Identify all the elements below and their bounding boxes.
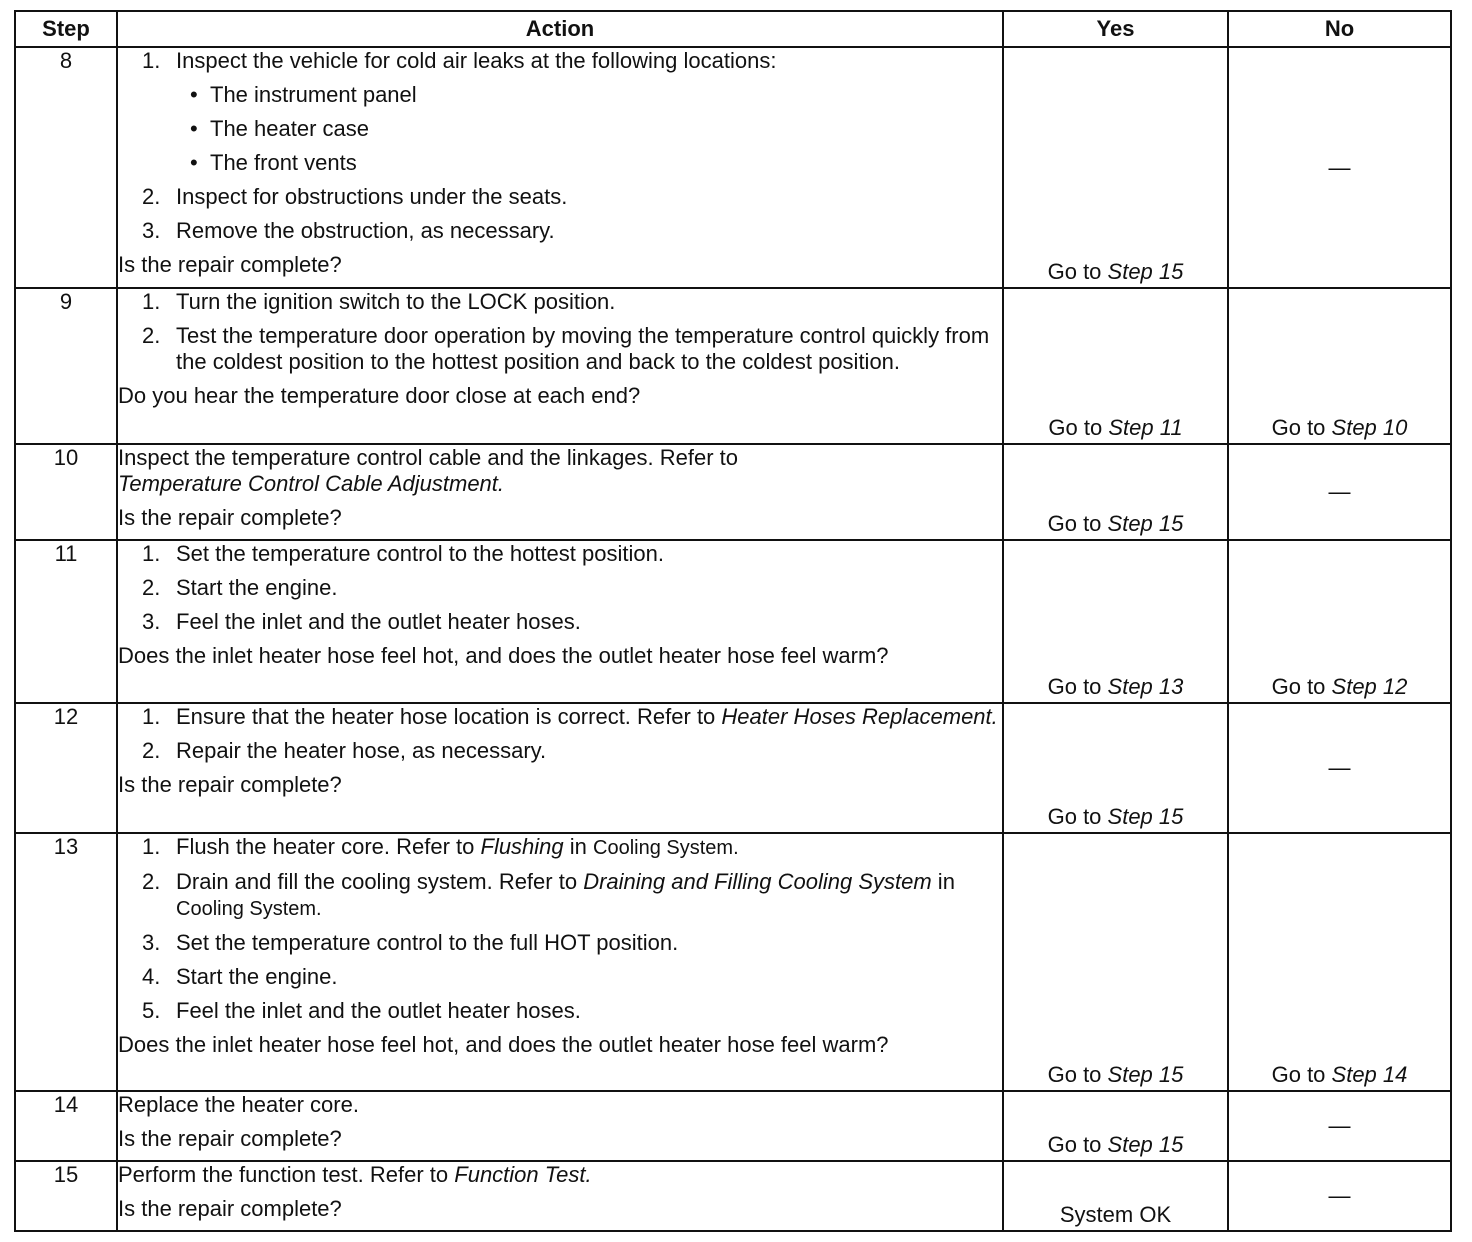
no-cell: Go to Step 14 — [1228, 833, 1451, 1091]
action-cell — [117, 540, 1003, 703]
no-cell: — — [1228, 703, 1451, 833]
step-reference: Step 15 — [1107, 259, 1184, 284]
step-reference: Step 14 — [1331, 1062, 1408, 1087]
step-number: 11 — [15, 540, 117, 703]
list-item: 5. Feel the inlet and the outlet heater hoses. — [142, 998, 581, 1023]
list-item: 1. Set the temperature control to the hottest position. — [142, 541, 664, 566]
list-item: 2. Start the engine. — [142, 575, 338, 600]
diagnostic-table — [14, 10, 1452, 1232]
step-reference: Step 12 — [1331, 674, 1408, 699]
no-cell: — — [1228, 1091, 1451, 1161]
step-reference: Step 15 — [1107, 1062, 1184, 1087]
table-row — [15, 288, 1451, 444]
action-cell — [117, 444, 1003, 540]
step-number: 14 — [15, 1091, 117, 1161]
action-cell — [117, 833, 1003, 1091]
step-number: 10 — [15, 444, 117, 540]
action-cell — [117, 1161, 1003, 1231]
procedure-reference: Temperature Control Cable Adjustment. — [118, 471, 505, 496]
action-cell — [117, 47, 1003, 288]
action-cell — [117, 1091, 1003, 1161]
no-cell: Go to Step 10 — [1228, 288, 1451, 444]
question: Is the repair complete? — [118, 1196, 342, 1221]
table-row — [15, 1091, 1451, 1161]
list-item: 3. Set the temperature control to the full HOT position. — [142, 930, 679, 955]
instruction-text: Perform the function test. Refer to Function Test. — [118, 1162, 592, 1187]
step-reference: Step 10 — [1331, 415, 1408, 440]
list-item: 4. Start the engine. — [142, 964, 338, 989]
list-item: 2. Inspect for obstructions under the seats. — [142, 184, 568, 209]
question: Does the inlet heater hose feel hot, and does the outlet heater hose feel warm? — [118, 1032, 889, 1057]
question: Is the repair complete? — [118, 772, 342, 797]
table-row — [15, 833, 1451, 1091]
yes-cell: Go to Step 15 — [1003, 833, 1228, 1091]
step-number: 15 — [15, 1161, 117, 1231]
list-item: 1. Flush the heater core. Refer to Flushing in Cooling System. — [142, 834, 739, 859]
step-number: 9 — [15, 288, 117, 444]
bullet-item: • The heater case — [190, 116, 369, 141]
question: Is the repair complete? — [118, 252, 342, 277]
header-row — [15, 11, 1451, 47]
yes-cell: Go to Step 13 — [1003, 540, 1228, 703]
list-item: 1. Ensure that the heater hose location is correct. Refer to Heater Hoses Replacement. — [142, 704, 998, 729]
instruction-text: Inspect the temperature control cable and the linkages. Refer to Temperature Control Cable Adjustment. — [118, 445, 739, 496]
no-cell: — — [1228, 47, 1451, 288]
yes-cell: Go to Step 15 — [1003, 444, 1228, 540]
yes-cell: Go to Step 15 — [1003, 703, 1228, 833]
no-cell: — — [1228, 444, 1451, 540]
system-ok-text: System OK — [1059, 1202, 1172, 1227]
question: Is the repair complete? — [118, 1126, 342, 1151]
yes-cell: Go to Step 15 — [1003, 47, 1228, 288]
question: Does the inlet heater hose feel hot, and does the outlet heater hose feel warm? — [118, 643, 889, 668]
list-item: 1. Turn the ignition switch to the LOCK position. — [142, 289, 616, 314]
table-row — [15, 47, 1451, 288]
yes-cell: Go to Step 11 — [1003, 288, 1228, 444]
step-reference: Step 15 — [1107, 804, 1184, 829]
step-number: 8 — [15, 47, 117, 288]
header-step: Step — [15, 11, 117, 47]
table-row — [15, 444, 1451, 540]
step-reference: Step 13 — [1107, 674, 1184, 699]
step-reference: Step 11 — [1108, 415, 1183, 440]
question: Is the repair complete? — [118, 505, 342, 530]
list-item: 2. Test the temperature door operation by moving the temperature control quickly from the coldest position to the hottest position and back to the coldest position. — [142, 323, 990, 374]
bullet-item: • The instrument panel — [190, 82, 417, 107]
procedure-reference: Heater Hoses Replacement. — [721, 704, 998, 729]
list-item: 2. Drain and fill the cooling system. Refer to Draining and Filling Cooling System in Cooling System. — [142, 869, 955, 920]
question: Do you hear the temperature door close at each end? — [118, 383, 641, 408]
action-cell — [117, 288, 1003, 444]
table-row — [15, 540, 1451, 703]
step-number: 13 — [15, 833, 117, 1091]
header-yes: Yes — [1003, 11, 1228, 47]
table-row — [15, 703, 1451, 833]
step-reference: Step 15 — [1107, 1132, 1184, 1157]
step-reference: Step 15 — [1107, 511, 1184, 536]
no-cell: Go to Step 12 — [1228, 540, 1451, 703]
yes-cell — [1003, 1161, 1228, 1231]
list-item: 3. Remove the obstruction, as necessary. — [142, 218, 555, 243]
yes-cell: Go to Step 15 — [1003, 1091, 1228, 1161]
header-action: Action — [117, 11, 1003, 47]
step-number: 12 — [15, 703, 117, 833]
instruction-text: Replace the heater core. — [118, 1092, 359, 1117]
list-item: 2. Repair the heater hose, as necessary. — [142, 738, 547, 763]
header-no: No — [1228, 11, 1451, 47]
action-cell — [117, 703, 1003, 833]
table-row — [15, 1161, 1451, 1231]
bullet-item: • The front vents — [190, 150, 357, 175]
list-item: 3. Feel the inlet and the outlet heater hoses. — [142, 609, 581, 634]
list-item: 1. Inspect the vehicle for cold air leaks at the following locations: — [142, 48, 777, 73]
procedure-reference: Function Test. — [454, 1162, 592, 1187]
no-cell: — — [1228, 1161, 1451, 1231]
